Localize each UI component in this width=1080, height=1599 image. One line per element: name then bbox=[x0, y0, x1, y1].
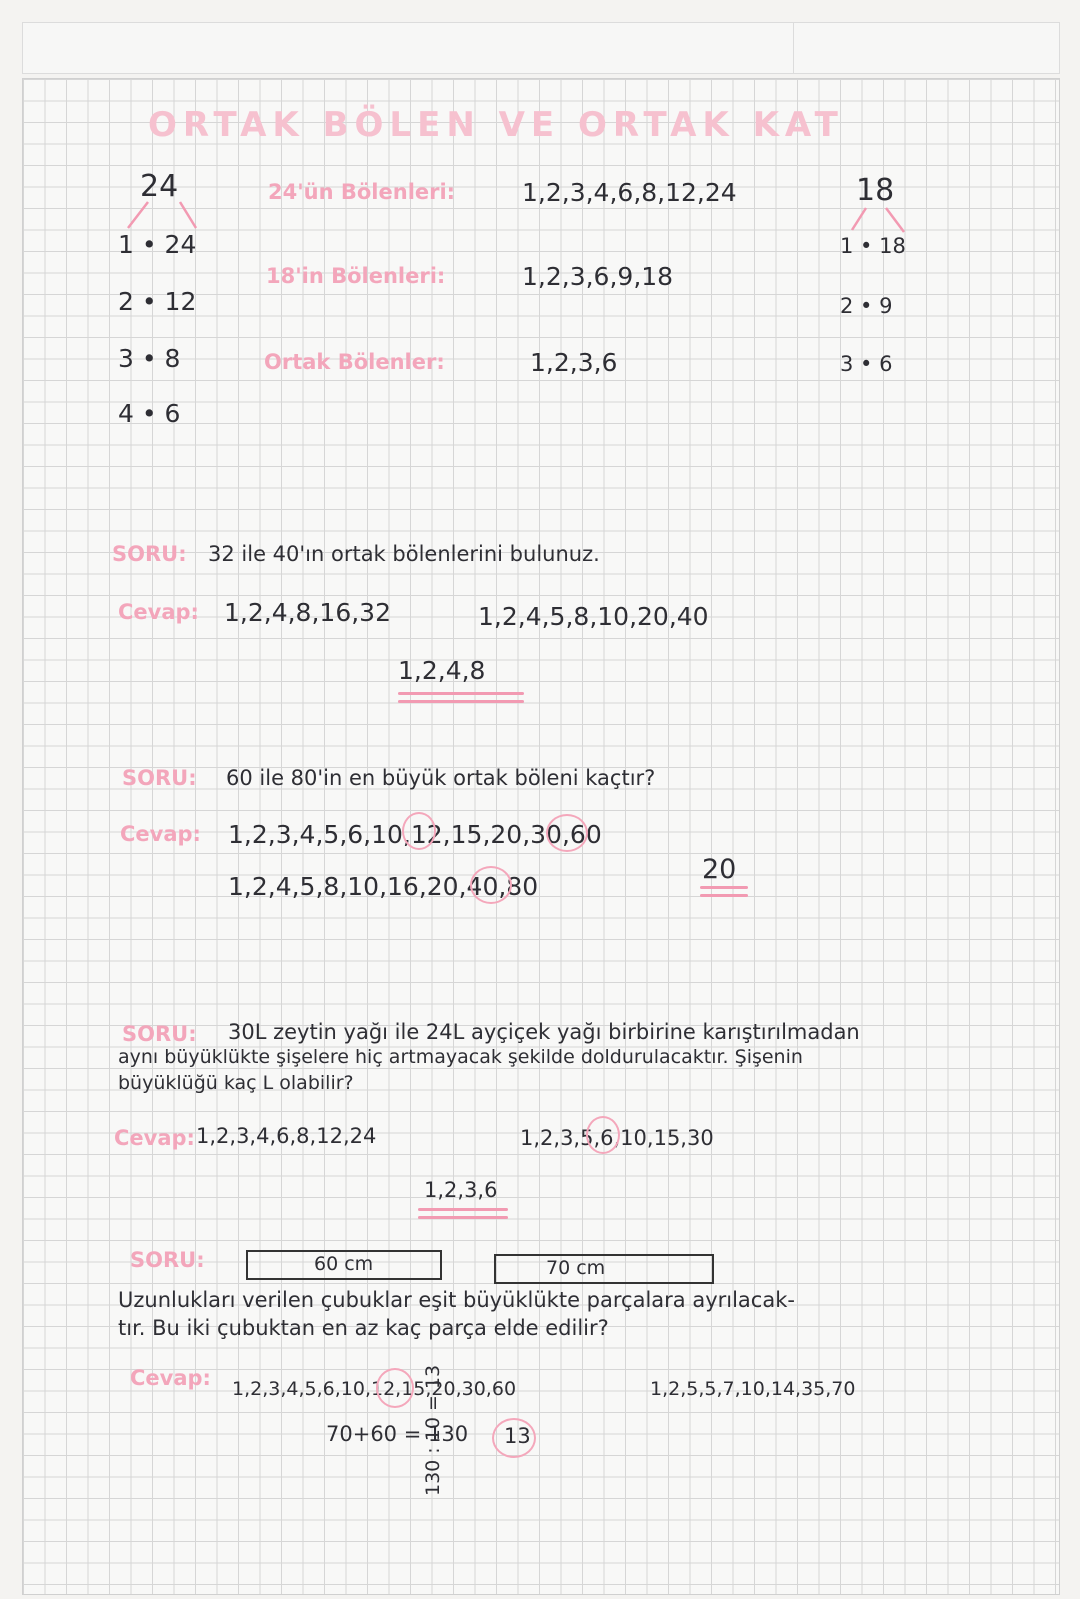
q2-underline-2 bbox=[700, 894, 748, 897]
q2-circle-10 bbox=[402, 812, 436, 850]
q1-underline-2 bbox=[398, 700, 524, 703]
rod-60cm bbox=[246, 1250, 442, 1280]
q3-line1: 30L zeytin yağı ile 24L ayçiçek yağı birbirine karıştırılmadan bbox=[228, 1020, 860, 1044]
q2-divisors-60: 1,2,3,4,5,6,10,12,15,20,30,60 bbox=[228, 820, 602, 849]
q2-divisors-80: 1,2,4,5,8,10,16,20,40,80 bbox=[228, 872, 539, 901]
q3-line2: aynı büyüklükte şişelere hiç artmayacak şekilde doldurulacaktır. Şişenin bbox=[118, 1046, 803, 1068]
page-title: ORTAK BÖLEN VE ORTAK KAT bbox=[148, 105, 844, 145]
notebook-header-strip bbox=[22, 22, 1060, 74]
divisors-18: 1,2,3,6,9,18 bbox=[522, 262, 674, 291]
pair-24-2: 2 • 12 bbox=[118, 287, 197, 316]
q4-label: SORU: bbox=[130, 1248, 205, 1272]
divisors-24: 1,2,3,4,6,8,12,24 bbox=[522, 178, 737, 207]
q4-divisors-60: 1,2,3,4,5,6,10,12,15,20,30,60 bbox=[232, 1378, 517, 1400]
q3-underline-2 bbox=[418, 1216, 508, 1219]
label-divisors-18: 18'in Bölenleri: bbox=[266, 264, 446, 288]
label-common-divisors: Ortak Bölenler: bbox=[264, 350, 445, 374]
rod-70cm bbox=[494, 1254, 714, 1284]
pair-24-4: 4 • 6 bbox=[118, 399, 181, 428]
rod-60cm-label: 60 cm bbox=[314, 1253, 374, 1275]
number-24: 24 bbox=[140, 169, 179, 204]
pair-24-1: 1 • 24 bbox=[118, 230, 197, 259]
q4-answer-label: Cevap: bbox=[130, 1366, 211, 1390]
q3-circle-6 bbox=[586, 1116, 620, 1154]
q4-divisors-70: 1,2,5,5,7,10,14,35,70 bbox=[650, 1378, 856, 1400]
q1-text: 32 ile 40'ın ortak bölenlerini bulunuz. bbox=[208, 542, 600, 566]
q2-result: 20 bbox=[702, 854, 737, 885]
rod-70cm-label: 70 cm bbox=[546, 1257, 606, 1279]
q3-answer-label: Cevap: bbox=[114, 1126, 195, 1150]
pair-18-1: 1 • 18 bbox=[840, 234, 906, 258]
q3-underline-1 bbox=[418, 1208, 508, 1211]
q1-result: 1,2,4,8 bbox=[398, 656, 486, 685]
q2-label: SORU: bbox=[122, 766, 197, 790]
q2-circle-20b bbox=[470, 866, 512, 904]
q4-circle-10 bbox=[376, 1368, 414, 1408]
q4-sum: 70+60 = 130 bbox=[326, 1422, 469, 1446]
q4-line1: Uzunlukları verilen çubuklar eşit büyüklükte parçalara ayrılacak- bbox=[118, 1288, 795, 1312]
pair-24-3: 3 • 8 bbox=[118, 344, 181, 373]
q2-circle-20 bbox=[546, 814, 588, 852]
q4-line2: tır. Bu iki çubuktan en az kaç parça elde edilir? bbox=[118, 1316, 609, 1340]
pair-18-3: 3 • 6 bbox=[840, 352, 893, 376]
q2-answer-label: Cevap: bbox=[120, 822, 201, 846]
q3-label: SORU: bbox=[122, 1022, 197, 1046]
q3-divisors-24: 1,2,3,4,6,8,12,24 bbox=[196, 1124, 377, 1148]
q1-underline-1 bbox=[398, 692, 524, 695]
q4-division: 130 : 10 = 13 bbox=[422, 1364, 444, 1496]
common-divisors: 1,2,3,6 bbox=[530, 348, 618, 377]
q3-result: 1,2,3,6 bbox=[424, 1178, 498, 1202]
header-divider bbox=[793, 23, 794, 73]
q1-divisors-40: 1,2,4,5,8,10,20,40 bbox=[478, 602, 709, 631]
label-divisors-24: 24'ün Bölenleri: bbox=[268, 180, 456, 204]
number-18: 18 bbox=[856, 173, 895, 208]
q3-line3: büyüklüğü kaç L olabilir? bbox=[118, 1072, 354, 1094]
q4-result-circle bbox=[492, 1418, 536, 1458]
q3-divisors-30: 1,2,3,5,6,10,15,30 bbox=[520, 1126, 714, 1150]
q4-result: 13 bbox=[504, 1424, 531, 1448]
q1-divisors-32: 1,2,4,8,16,32 bbox=[224, 598, 391, 627]
q2-underline-1 bbox=[700, 886, 748, 889]
q1-label: SORU: bbox=[112, 542, 187, 566]
q2-text: 60 ile 80'in en büyük ortak böleni kaçtır? bbox=[226, 766, 656, 790]
q1-answer-label: Cevap: bbox=[118, 600, 199, 624]
pair-18-2: 2 • 9 bbox=[840, 294, 893, 318]
